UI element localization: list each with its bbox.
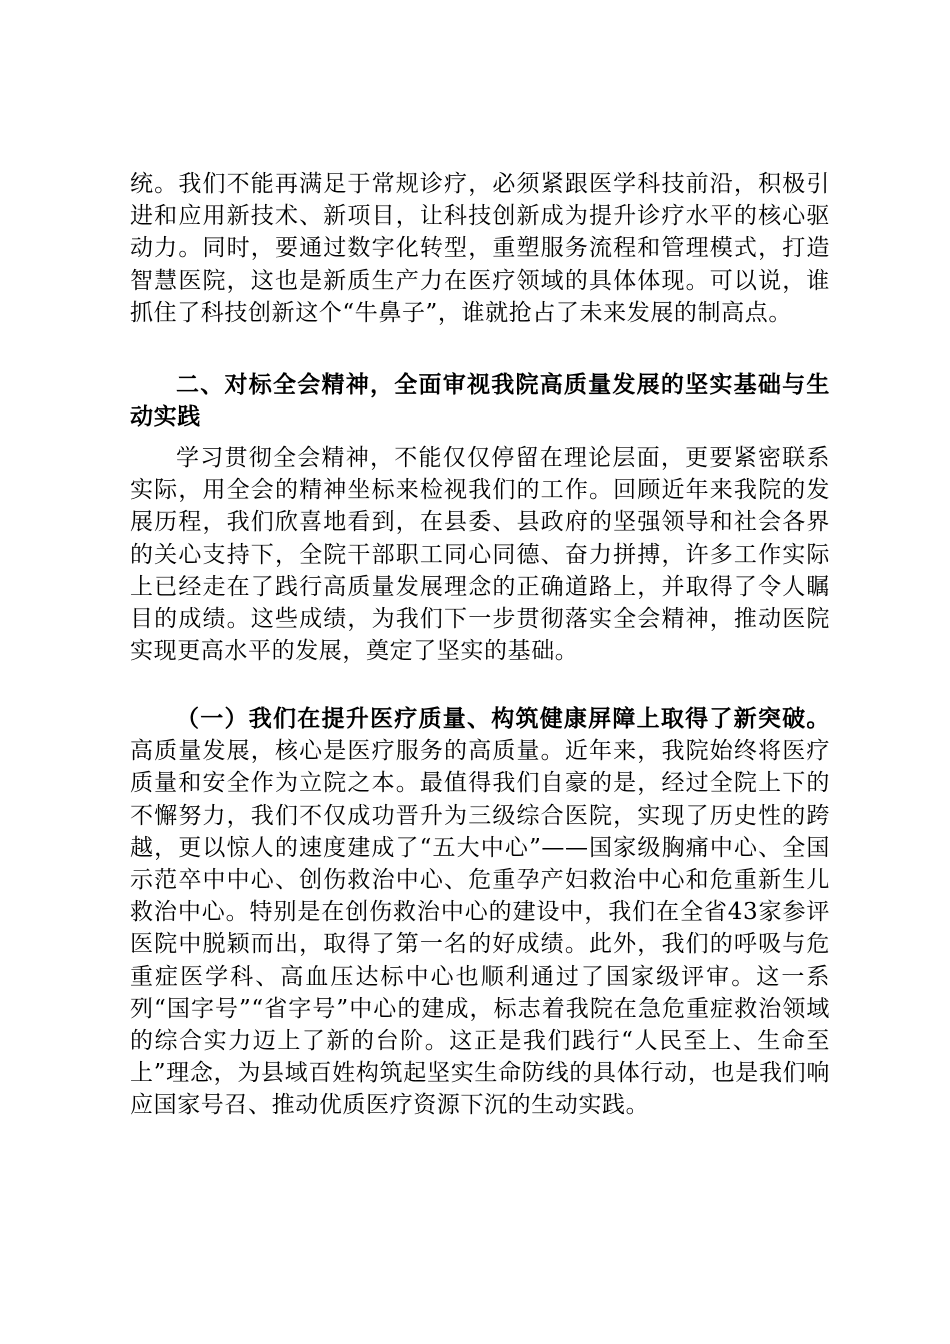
intro-paragraph: 学习贯彻全会精神，不能仅仅停留在理论层面，更要紧密联系实际，用全会的精神坐标来检视我们的工作。回顾近年来我院的发展历程，我们欣喜地看到，在县委、县政府的坚强领导和社会各界的关心支持下，全院干部职工同心同德、奋力拼搏，许多工作实际上已经走在了践行高质量发展理念的正确道路上，并取得了令人瞩目的成绩。这些成绩，为我们下一步贯彻落实全会精神，推动医院实现更高水平的发展，奠定了坚实的基础。: [130, 445, 830, 665]
subsection-one-lead: （一）我们在提升医疗质量、构筑健康屏障上取得了新突破。: [176, 705, 830, 732]
subsection-one-body: 高质量发展，核心是医疗服务的高质量。近年来，我院始终将医疗质量和安全作为立院之本。最值得我们自豪的是，经过全院上下的不懈努力，我们不仅成功晋升为三级综合医院，实现了历史性的跨越，更以惊人的速度建成了“五大中心”——国家级胸痛中心、全国示范卒中中心、创伤救治中心、危重孕产妇救治中心和危重新生儿救治中心。特别是在创伤救治中心的建设中，我们在全省43家参评医院中脱颖而出，取得了第一名的好成绩。此外，我们的呼吸与危重症医学科、高血压达标中心也顺利通过了国家级评审。这一系列“国字号”“省字号”中心的建成，标志着我院在急危重症救治领域的综合实力迈上了新的台阶。这正是我们践行“人民至上、生命至上”理念，为县域百姓构筑起坚实生命防线的具体行动，也是我们响应国家号召、推动优质医疗资源下沉的生动实践。: [130, 738, 830, 1119]
subsection-one-paragraph: [130, 703, 830, 1122]
section-heading: 二、对标全会精神，全面审视我院高质量发展的坚实基础与生动实践: [130, 371, 830, 431]
continuation-paragraph: 统。我们不能再满足于常规诊疗，必须紧跟医学科技前沿，积极引进和应用新技术、新项目，让科技创新成为提升诊疗水平的核心驱动力。同时，要通过数字化转型，重塑服务流程和管理模式，打造智慧医院，这也是新质生产力在医疗领域的具体体现。可以说，谁抓住了科技创新这个“牛鼻子”，谁就抢占了未来发展的制高点。: [130, 171, 830, 326]
